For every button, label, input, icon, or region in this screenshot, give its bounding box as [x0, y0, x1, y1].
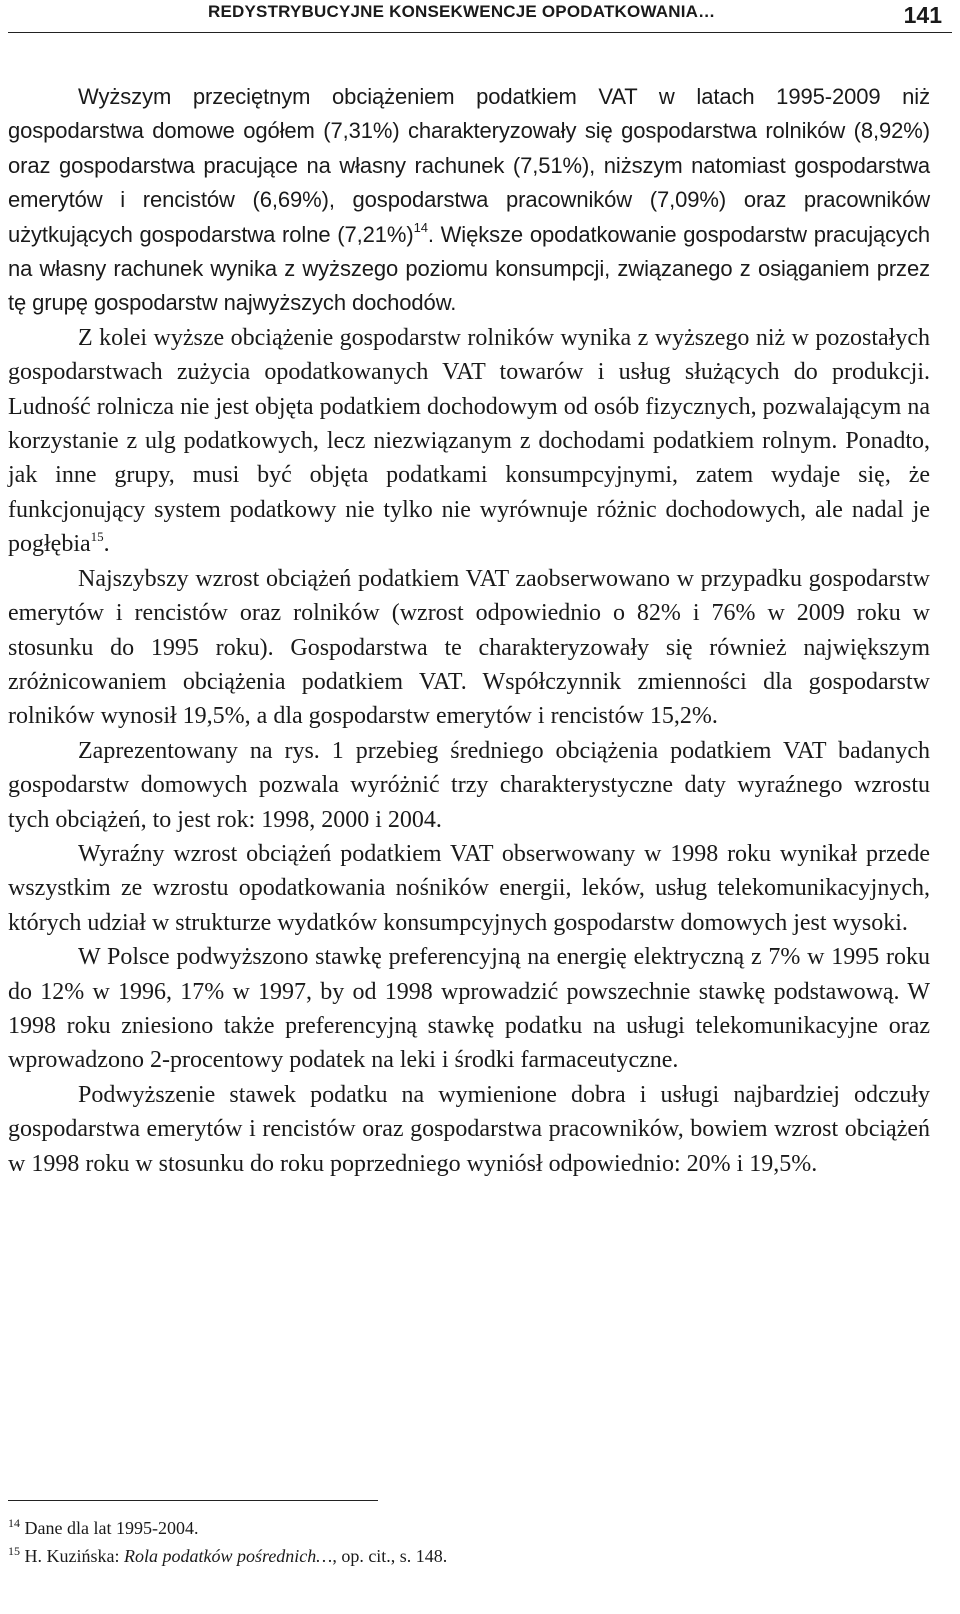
footnotes — [8, 1514, 908, 1570]
paragraph-1-text-cont: . Większe opodatkowanie gospodarstw pracujących na własny rachunek wynika z wyższego poziomu konsumpcji, związanego z osiąganiem przez tę grupę gospodarstw najwyższych dochodów. — [8, 221, 930, 316]
footnote-14-text: Dane dla lat 1995-2004. — [24, 1518, 199, 1538]
footnote-15-number: 15 — [8, 1544, 20, 1558]
running-header — [8, 0, 952, 33]
paragraph-2-text-end: . — [103, 531, 110, 558]
footnote-15 — [8, 1542, 908, 1570]
footnote-15-title: Rola podatków pośrednich… — [123, 1546, 333, 1566]
footnote-divider — [8, 1500, 378, 1501]
footnote-ref-14: 14 — [413, 219, 428, 235]
paragraph-6: W Polsce podwyższono stawkę preferencyjną na energię elektryczną z 7% w 1995 roku do 12% w 1996, 17% w 1997, by od 1998 wprowadzić powszechnie stawkę podstawową. W 1998 roku zniesiono także preferencyjną stawkę podatku na usługi telekomunikacyjne oraz wprowadzono 2-procentowy podatek na leki i środki farmaceutyczne. — [8, 944, 930, 1074]
paragraph-1-text: Wyższym przeciętnym obciążeniem podatkiem VAT w latach 1995-2009 niż gospodarstwa domowe ogółem (7,31%) charakteryzowały się gospodarstwa rolników (8,92%) oraz gospodarstwa pracujące na własny rachunek (7,51%), niższym natomiast gospodarstwa emerytów i rencistów (6,69%), gospodarstwa pracowników (7,09%) oraz pracowników użytkujących gospodarstwa rolne (7,21%) — [8, 84, 930, 247]
paragraph-7: Podwyższenie stawek podatku na wymienione dobra i usługi najbardziej odczuły gospodarstwa emerytów i rencistów oraz gospodarstwa pracowników, bowiem wzrost obciążeń w 1998 roku w stosunku do roku poprzedniego wyniósł odpowiednio: 20% i 19,5%. — [8, 1081, 930, 1177]
body-text — [8, 80, 930, 1181]
paragraph-1 — [8, 80, 930, 321]
running-title: REDYSTRYBUCYJNE KONSEKWENCJE OPODATKOWANIA… — [208, 2, 716, 21]
footnote-15-rest: , op. cit., s. 148. — [332, 1546, 448, 1566]
paragraph-4: Zaprezentowany na rys. 1 przebieg średniego obciążenia podatkiem VAT badanych gospodarstw domowych pozwala wyróżnić trzy charakterystyczne daty wyraźnego wzrostu tych obciążeń, to jest rok: 1998, 2000 i 2004. — [8, 737, 930, 833]
paragraph-2-text: Z kolei wyższe obciążenie gospodarstw rolników wynika z wyższego niż w pozostałych gospodarstwach zużycia opodatkowanych VAT towarów i usług służących do produkcji. Ludność rolnicza nie jest objęta podatkiem dochodowym od osób fizycznych, pozwalającym na korzystanie z ulg podatkowych, lecz niezwiązanym z dochodami podatkiem rolnym. Ponadto, jak inne grupy, musi być objęta podatkami konsumpcyjnymi, zatem wydaje się, że funkcjonujący system podatkowy nie tylko nie wyrównuje różnic dochodowych, ale nadal je pogłębia — [8, 324, 930, 558]
paragraph-2 — [8, 321, 930, 562]
footnote-14-number: 14 — [8, 1516, 20, 1530]
paragraph-3: Najszybszy wzrost obciążeń podatkiem VAT zaobserwowano w przypadku gospodarstw emerytów i rencistów oraz rolników (wzrost odpowiednio o 82% i 76% w 2009 roku w stosunku do 1995 roku). Gospodarstwa te charakteryzowały się również największym zróżnicowaniem obciążenia podatkiem VAT. Współczynnik zmienności dla gospodarstw rolników wynosił 19,5%, a dla gospodarstw emerytów i rencistów 15,2%. — [8, 565, 930, 730]
footnote-ref-15: 15 — [90, 529, 104, 545]
page-number: 141 — [903, 2, 942, 28]
paragraph-5: Wyraźny wzrost obciążeń podatkiem VAT obserwowany w 1998 roku wynikał przede wszystkim ze wzrostu opodatkowania nośników energii, leków, usług telekomunikacyjnych, których udział w strukturze wydatków konsumpcyjnych gospodarstw domowych jest wysoki. — [8, 840, 930, 936]
footnote-14 — [8, 1514, 908, 1542]
footnote-15-author: H. Kuzińska: — [24, 1546, 124, 1566]
